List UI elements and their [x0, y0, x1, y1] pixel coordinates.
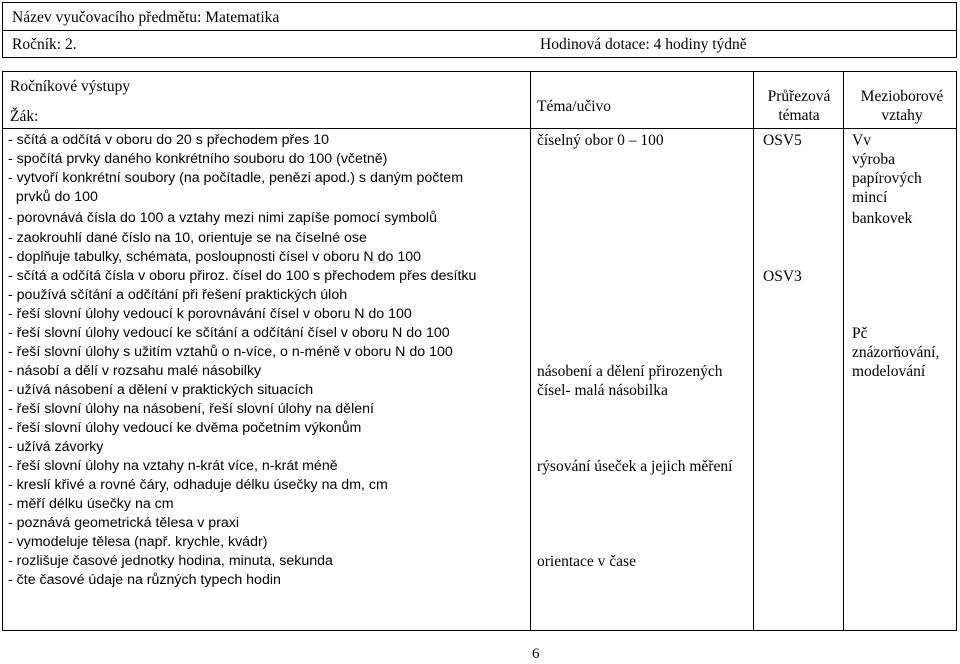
header-topic: Téma/učivo [537, 98, 612, 115]
topic-time-orientation: orientace v čase [537, 553, 636, 570]
output-item: - zaokrouhlí dané číslo na 10, orientuje se na číselné ose [8, 230, 367, 246]
output-item: - kreslí křivé a rovné čáry, odhaduje délku úsečky na dm, cm [8, 477, 388, 493]
output-item: - vymodeluje tělesa (např. krychle, kvádr) [8, 534, 268, 550]
output-item: - sčítá a odčítá v oboru do 20 s přechodem přes 10 [8, 132, 329, 148]
output-item: - spočítá prvky daného konkrétního souboru do 100 (včetně) [8, 151, 388, 167]
grade-label: Ročník: 2. [12, 36, 77, 53]
output-item: - řeší slovní úlohy vedoucí ke sčítání a odčítání čísel v oboru N do 100 [8, 325, 450, 341]
header-inter-line1: Mezioborové [860, 88, 944, 105]
header-outputs-line1: Ročníkové výstupy [10, 78, 131, 95]
cross-topic-osv5: OSV5 [763, 132, 802, 149]
output-item: - řeší slovní úlohy na násobení, řeší slovní úlohy na dělení [8, 401, 374, 417]
inter-item: znázorňování, [852, 344, 940, 361]
output-item: - užívá závorky [8, 439, 104, 455]
subject-header-box [2, 2, 957, 58]
output-item: - porovnává čísla do 100 a vztahy mezi nimi zapíše pomocí symbolů [8, 210, 437, 226]
subject-title: Název vyučovacího předmětu: Matematika [12, 9, 280, 26]
output-item: - užívá násobení a dělení v praktických situacích [8, 382, 314, 398]
output-item: - rozlišuje časové jednotky hodina, minuta, sekunda [8, 553, 333, 569]
output-item: - řeší slovní úlohy s užitím vztahů o n-více, o n-méně v oboru N do 100 [8, 344, 453, 360]
inter-item: mincí [852, 189, 888, 206]
output-item: - používá sčítání a odčítání při řešení praktických úloh [8, 287, 348, 303]
output-item: - násobí a dělí v rozsahu malé násobilky [8, 363, 262, 379]
header-divider [3, 30, 956, 31]
cross-topic-osv3: OSV3 [763, 268, 802, 285]
topic-multiplication-line2: čísel- malá násobilka [537, 382, 668, 399]
header-cross-topics [755, 87, 843, 125]
output-item: - poznává geometrická tělesa v praxi [8, 515, 240, 531]
inter-item: bankovek [852, 210, 913, 227]
curriculum-table [2, 71, 957, 631]
output-item: - řeší slovní úlohy na vztahy n-krát více, n-krát méně [8, 458, 338, 474]
output-item: - čte časové údaje na různých typech hodin [8, 572, 281, 588]
inter-item: papírových [852, 170, 922, 187]
output-item: - řeší slovní úlohy vedoucí k porovnávání čísel v oboru N do 100 [8, 306, 412, 322]
header-interdisciplinary [846, 87, 958, 125]
inter-item: Vv [852, 132, 871, 149]
header-cross-line2: témata [778, 107, 820, 124]
header-outputs-line2: Žák: [10, 108, 39, 125]
header-cross-line1: Průřezová [767, 88, 831, 105]
inter-item: výroba [852, 151, 896, 168]
page-number: 6 [532, 646, 540, 662]
hours-label: Hodinová dotace: 4 hodiny týdně [540, 36, 747, 53]
header-row-divider [3, 128, 956, 129]
column-divider-2 [753, 72, 754, 630]
topic-line-segments: rýsování úseček a jejich měření [537, 458, 733, 475]
output-item: - měří délku úsečky na cm [8, 496, 174, 512]
output-item: - doplňuje tabulky, schémata, posloupnosti čísel v oboru N do 100 [8, 249, 421, 265]
topic-multiplication-line1: násobení a dělení přirozených [537, 363, 723, 380]
inter-item: Pč [852, 325, 868, 342]
column-divider-3 [843, 72, 844, 630]
output-item: - vytvoří konkrétní soubory (na počítadle, penězi apod.) s daným počtem [8, 170, 464, 186]
inter-item: modelování [852, 363, 926, 380]
header-inter-line2: vztahy [881, 107, 923, 124]
output-item: prvků do 100 [8, 189, 98, 205]
topic-number-range: číselný obor 0 – 100 [537, 132, 664, 149]
output-item: - sčítá a odčítá čísla v oboru přiroz. čísel do 100 s přechodem přes desítku [8, 268, 477, 284]
column-divider-1 [530, 72, 531, 630]
output-item: - řeší slovní úlohy vedoucí ke dvěma početním výkonům [8, 420, 362, 436]
